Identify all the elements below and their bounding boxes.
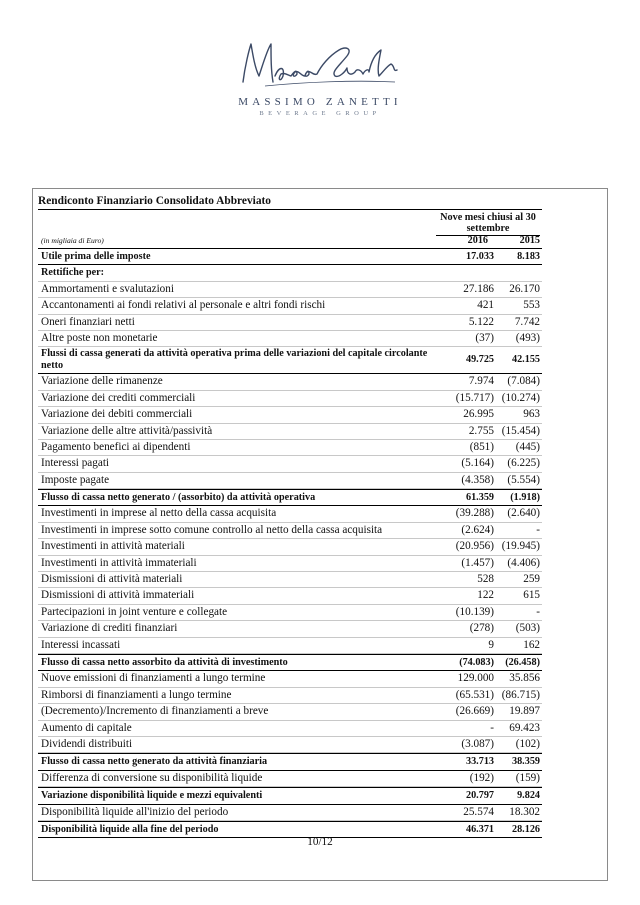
table-row xyxy=(38,671,542,687)
table-row xyxy=(38,391,542,407)
period-header-row xyxy=(38,210,542,234)
table-row xyxy=(38,331,542,347)
row-label: Accantonamenti ai fondi relativi al personale e altri fondi rischi xyxy=(41,299,326,312)
table-row xyxy=(38,688,542,704)
value-2016: 2.755 xyxy=(468,424,494,437)
value-2015: (2.640) xyxy=(507,507,540,520)
row-label: Oneri finanziari netti xyxy=(41,315,135,328)
table-row xyxy=(38,489,542,506)
value-2016: 7.974 xyxy=(468,375,494,388)
value-2016: (1.457) xyxy=(461,556,494,569)
table-row xyxy=(38,374,542,390)
row-label: Variazione disponibilità liquide e mezzi equivalenti xyxy=(41,790,263,802)
value-2016: (20.956) xyxy=(455,540,494,553)
year-2015-header: 2015 xyxy=(519,235,540,246)
value-2015: (159) xyxy=(515,771,540,784)
table-row xyxy=(38,298,542,314)
value-2015: 8.183 xyxy=(517,251,540,262)
table-row xyxy=(38,753,542,770)
value-2016: (4.358) xyxy=(461,473,494,486)
row-label: Flusso di cassa netto generato da attività finanziaria xyxy=(41,756,268,768)
value-2015: 615 xyxy=(523,589,540,602)
value-2015: 259 xyxy=(523,573,540,586)
table-row xyxy=(38,456,542,472)
value-2016: 122 xyxy=(477,589,494,602)
row-label: Utile prima delle imposte xyxy=(41,251,151,262)
value-2016: 46.371 xyxy=(465,823,494,835)
table-row xyxy=(38,737,542,753)
table-row xyxy=(38,787,542,804)
row-label: Nuove emissioni di finanziamenti a lungo termine xyxy=(41,672,266,685)
value-2015: (503) xyxy=(515,622,540,635)
table-row xyxy=(38,407,542,423)
table-row xyxy=(38,473,542,489)
value-2015: 162 xyxy=(523,638,540,651)
value-2015: 18.302 xyxy=(509,805,540,818)
row-label: (Decremento)/Incremento di finanziamenti a breve xyxy=(41,705,269,718)
value-2015: (4.406) xyxy=(507,556,540,569)
signature-logo-icon xyxy=(235,36,405,94)
table-row xyxy=(38,572,542,588)
value-2015: (493) xyxy=(515,331,540,344)
statement-title: Rendiconto Finanziario Consolidato Abbreviato xyxy=(38,194,542,210)
row-label: Interessi pagati xyxy=(41,457,110,470)
value-2015: 35.856 xyxy=(509,672,540,685)
value-2015: (10.274) xyxy=(501,391,540,404)
table-row xyxy=(38,347,542,374)
value-2015: 7.742 xyxy=(514,315,540,328)
row-label: Flusso di cassa netto generato / (assorbito) da attività operativa xyxy=(41,492,316,504)
unit-label: (in migliaia di Euro) xyxy=(41,236,104,245)
brand-name: MASSIMO ZANETTI xyxy=(238,96,402,108)
value-2015: (7.084) xyxy=(507,375,540,388)
row-label: Differenza di conversione su disponibilità liquide xyxy=(41,771,263,784)
year-2016-header: 2016 xyxy=(467,235,488,246)
value-2015: - xyxy=(536,523,540,536)
table-row xyxy=(38,805,542,821)
value-2016: (192) xyxy=(469,771,494,784)
row-label: Rimborsi di finanziamenti a lungo termine xyxy=(41,688,232,701)
row-label: Variazione dei crediti commerciali xyxy=(41,391,196,404)
table-row xyxy=(38,605,542,621)
value-2016: 17.033 xyxy=(465,251,494,262)
row-label: Variazione delle rimanenze xyxy=(41,375,163,388)
value-2015: 553 xyxy=(523,299,540,312)
row-label: Disponibilità liquide alla fine del periodo xyxy=(41,823,219,835)
value-2015: (86.715) xyxy=(501,688,540,701)
value-2016: 26.995 xyxy=(463,408,494,421)
table-row xyxy=(38,556,542,572)
table-row xyxy=(38,621,542,637)
table-row xyxy=(38,588,542,604)
year-header-row xyxy=(38,234,542,249)
value-2015: 9.824 xyxy=(517,790,540,802)
value-2015: (6.225) xyxy=(507,457,540,470)
value-2016: (5.164) xyxy=(461,457,494,470)
row-label: Flusso di cassa netto assorbito da attività di investimento xyxy=(41,656,288,668)
value-2016: 5.122 xyxy=(468,315,494,328)
value-2015: (445) xyxy=(515,440,540,453)
row-label: Variazione di crediti finanziari xyxy=(41,622,178,635)
table-row xyxy=(38,704,542,720)
row-label: Ammortamenti e svalutazioni xyxy=(41,282,174,295)
company-logo xyxy=(0,36,640,117)
value-2015: (26.458) xyxy=(505,656,540,668)
value-2015: 69.423 xyxy=(509,721,540,734)
statement-rows xyxy=(38,249,542,838)
table-row xyxy=(38,506,542,522)
value-2015: 963 xyxy=(523,408,540,421)
value-2015: 38.359 xyxy=(511,756,540,768)
value-2016: (3.087) xyxy=(461,737,494,750)
row-label: Disponibilità liquide all'inizio del periodo xyxy=(41,805,229,818)
row-label: Altre poste non monetarie xyxy=(41,331,158,344)
value-2015: 28.126 xyxy=(511,823,540,835)
row-label: Pagamento benefici ai dipendenti xyxy=(41,440,191,453)
table-row xyxy=(38,523,542,539)
value-2016: 129.000 xyxy=(457,672,494,685)
row-label: Imposte pagate xyxy=(41,473,110,486)
row-label: Variazione dei debiti commerciali xyxy=(41,408,193,421)
value-2016: 49.725 xyxy=(465,354,494,366)
table-row xyxy=(38,771,542,787)
value-2016: 421 xyxy=(477,299,494,312)
row-label: Investimenti in attività immateriali xyxy=(41,556,197,569)
value-2016: 20.797 xyxy=(465,790,494,802)
value-2015: (5.554) xyxy=(507,473,540,486)
value-2015: 26.170 xyxy=(509,282,540,295)
brand-subtitle: BEVERAGE GROUP xyxy=(259,110,381,117)
value-2016: 27.186 xyxy=(463,282,494,295)
value-2016: 33.713 xyxy=(465,756,494,768)
row-label: Dismissioni di attività materiali xyxy=(41,573,183,586)
row-label: Investimenti in imprese al netto della cassa acquisita xyxy=(41,507,277,520)
value-2016: (15.717) xyxy=(455,391,494,404)
value-2016: 528 xyxy=(477,573,494,586)
value-2016: (26.669) xyxy=(455,705,494,718)
table-row xyxy=(38,654,542,671)
value-2015: (19.945) xyxy=(501,540,540,553)
value-2015: 42.155 xyxy=(511,354,540,366)
row-label: Flussi di cassa generati da attività operativa prima delle variazioni del capitale circolante netto xyxy=(41,348,428,371)
value-2016: 9 xyxy=(488,638,494,651)
value-2016: (74.083) xyxy=(459,656,494,668)
row-label: Dismissioni di attività immateriali xyxy=(41,589,195,602)
row-label: Variazione delle altre attività/passività xyxy=(41,424,213,437)
row-label: Dividendi distribuiti xyxy=(41,737,133,750)
row-label: Interessi incassati xyxy=(41,638,121,651)
table-row xyxy=(38,638,542,654)
value-2016: 25.574 xyxy=(463,805,494,818)
value-2016: (39.288) xyxy=(455,507,494,520)
value-2016: (851) xyxy=(469,440,494,453)
value-2015: - xyxy=(536,605,540,618)
row-label: Aumento di capitale xyxy=(41,721,132,734)
row-label: Investimenti in imprese sotto comune controllo al netto della cassa acquisita xyxy=(41,523,383,536)
value-2015: (102) xyxy=(515,737,540,750)
row-label: Partecipazioni in joint venture e collegate xyxy=(41,605,228,618)
page-number: 10/12 xyxy=(307,836,333,848)
table-row xyxy=(38,424,542,440)
table-row xyxy=(38,440,542,456)
table-row xyxy=(38,721,542,737)
value-2016: 61.359 xyxy=(465,492,494,504)
table-row xyxy=(38,282,542,298)
value-2015: (1.918) xyxy=(510,492,540,504)
value-2016: (2.624) xyxy=(461,523,494,536)
value-2016: (65.531) xyxy=(455,688,494,701)
row-label: Rettifiche per: xyxy=(41,267,105,279)
cash-flow-statement xyxy=(38,194,542,838)
table-row xyxy=(38,265,542,281)
table-row xyxy=(38,315,542,331)
table-row xyxy=(38,539,542,555)
value-2016: (278) xyxy=(469,622,494,635)
value-2016: (10.139) xyxy=(455,605,494,618)
value-2016: - xyxy=(490,721,494,734)
value-2016: (37) xyxy=(475,331,494,344)
value-2015: 19.897 xyxy=(509,705,540,718)
row-label: Investimenti in attività materiali xyxy=(41,540,185,553)
table-row xyxy=(38,249,542,265)
value-2015: (15.454) xyxy=(501,424,540,437)
period-header: Nove mesi chiusi al 30 settembre xyxy=(436,212,540,236)
